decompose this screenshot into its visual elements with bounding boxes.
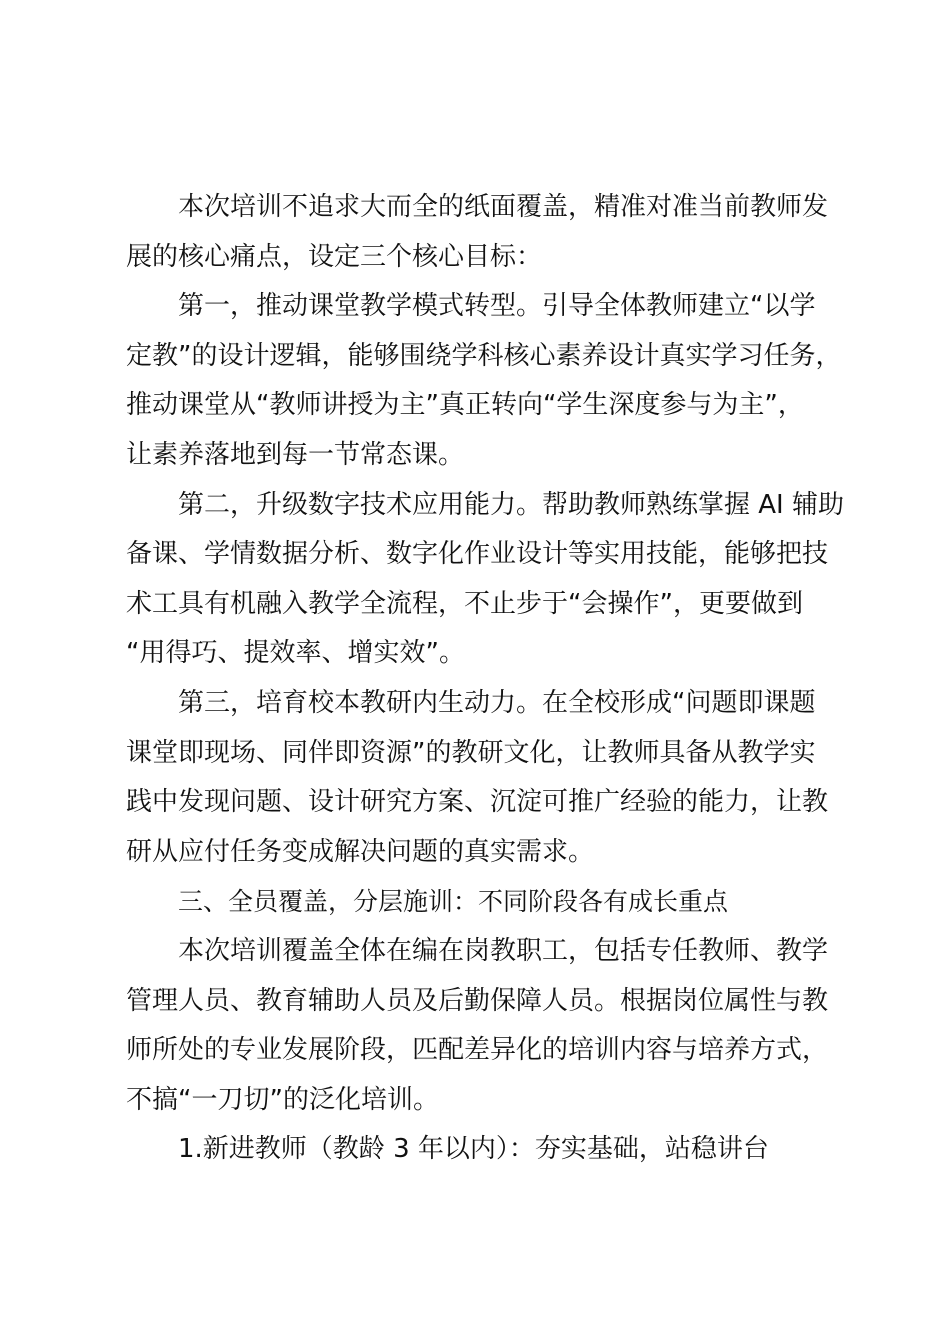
paragraph-line: 备课、学情数据分析、数字化作业设计等实用技能，能够把技 — [126, 539, 829, 570]
subsection-heading: 1.新进教师（教龄 3 年以内）：夯实基础，站稳讲台 — [178, 1134, 769, 1165]
paragraph-line: 本次培训覆盖全体在编在岗教职工，包括专任教师、教学 — [178, 935, 829, 966]
paragraph-line: 管理人员、教育辅助人员及后勤保障人员。根据岗位属性与教 — [126, 985, 829, 1016]
paragraph-line: 术工具有机融入教学全流程，不止步于“会操作”，更要做到 — [126, 588, 803, 619]
paragraph-line: 展的核心痛点，设定三个核心目标： — [126, 241, 543, 272]
paragraph-line: 第一，推动课堂教学模式转型。引导全体教师建立“以学 — [178, 291, 816, 322]
paragraph-line: “用得巧、提效率、增实效”。 — [126, 638, 465, 669]
paragraph-line: 践中发现问题、设计研究方案、沉淀可推广经验的能力，让教 — [126, 787, 829, 818]
document-body — [126, 183, 842, 1175]
paragraph-line: 让素养落地到每一节常态课。 — [126, 439, 465, 470]
paragraph-line: 课堂即现场、同伴即资源”的教研文化，让教师具备从教学实 — [126, 737, 816, 768]
paragraph-line: 推动课堂从“教师讲授为主”真正转向“学生深度参与为主”， — [126, 390, 804, 421]
paragraph-line: 第三，培育校本教研内生动力。在全校形成“问题即课题 — [178, 687, 816, 718]
paragraph-line: 第二，升级数字技术应用能力。帮助教师熟练掌握 AI 辅助 — [178, 489, 844, 520]
paragraph-line: 师所处的专业发展阶段，匹配差异化的培训内容与培养方式， — [126, 1035, 829, 1066]
paragraph-line: 定教”的设计逻辑，能够围绕学科核心素养设计真实学习任务， — [126, 340, 842, 371]
section-heading: 三、全员覆盖，分层施训：不同阶段各有成长重点 — [178, 887, 729, 917]
paragraph-line: 研从应付任务变成解决问题的真实需求。 — [126, 836, 595, 867]
paragraph-line: 本次培训不追求大而全的纸面覆盖，精准对准当前教师发 — [178, 192, 829, 222]
paragraph-line: 不搞“一刀切”的泛化培训。 — [126, 1084, 439, 1115]
